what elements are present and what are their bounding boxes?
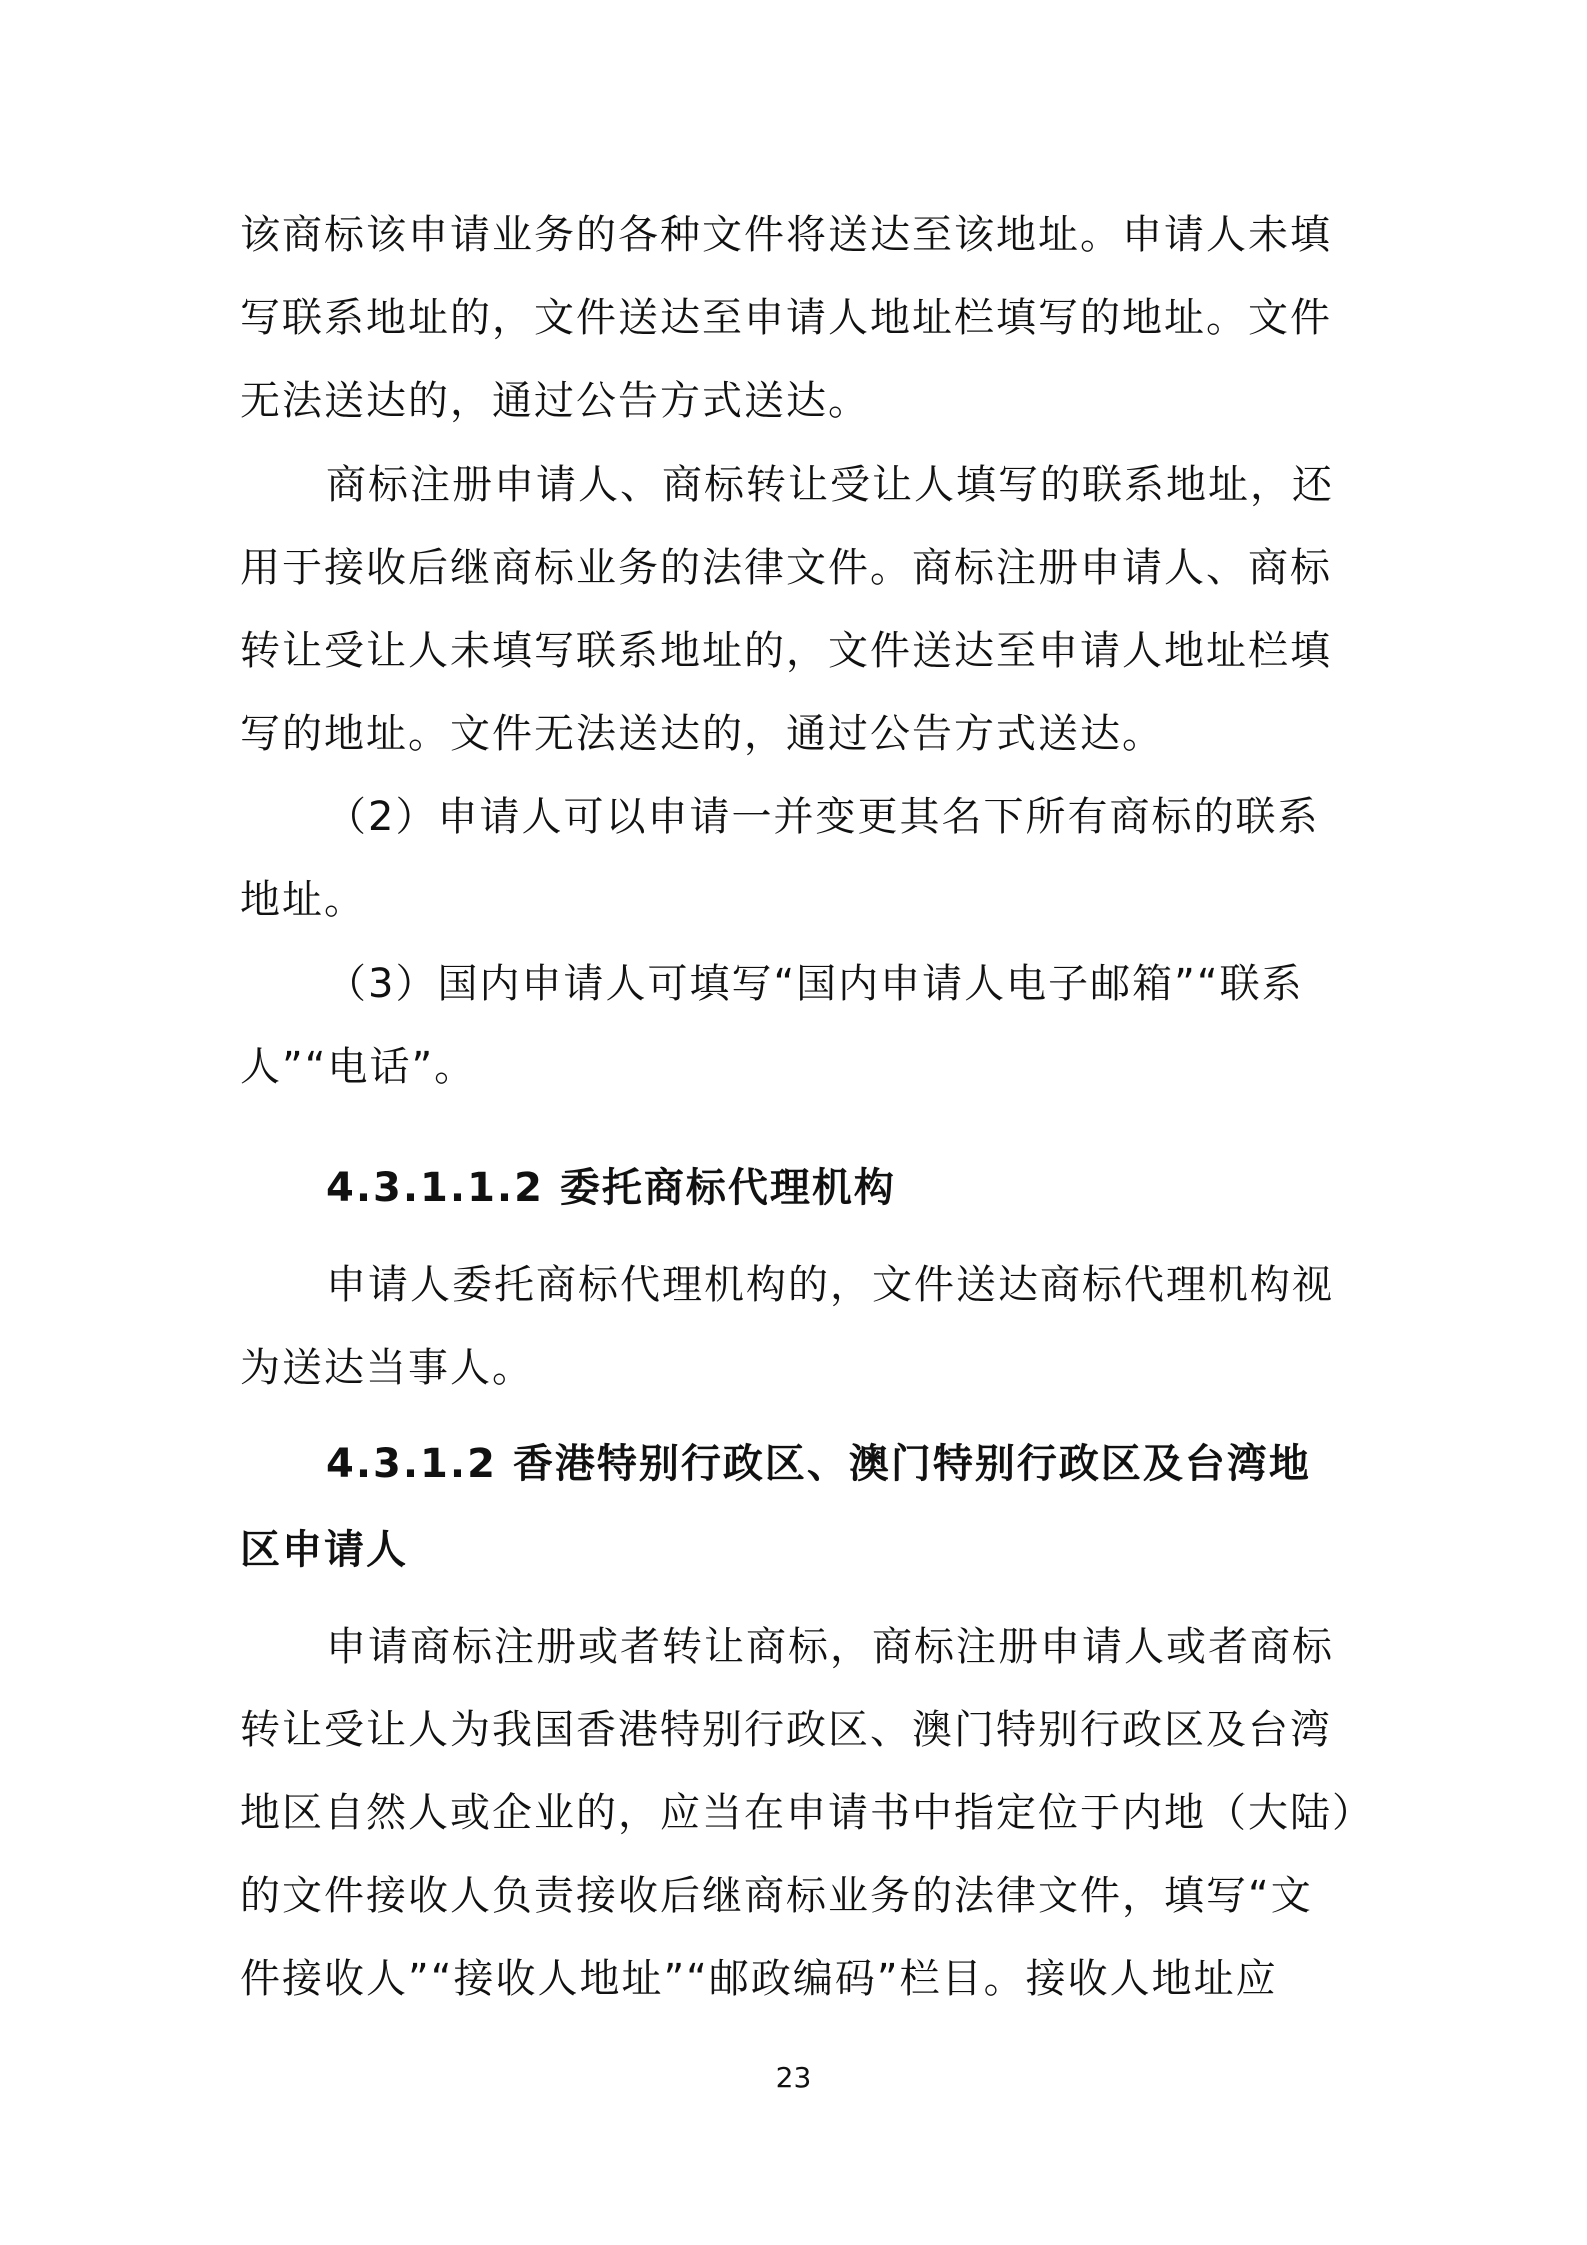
paragraph-line: 写联系地址的，文件送达至申请人地址栏填写的地址。文件	[240, 295, 1332, 341]
paragraph-line: 该商标该申请业务的各种文件将送达至该地址。申请人未填	[240, 212, 1332, 258]
paragraph-line: 的文件接收人负责接收后继商标业务的法律文件，填写“文	[240, 1873, 1313, 1919]
paragraph-line: 地址。	[240, 877, 366, 923]
paragraph-line: 申请商标注册或者转让商标，商标注册申请人或者商标	[326, 1624, 1334, 1670]
paragraph-line: 转让受让人未填写联系地址的，文件送达至申请人地址栏填	[240, 628, 1332, 674]
paragraph-line: 无法送达的，通过公告方式送达。	[240, 378, 870, 424]
paragraph-line: （3）国内申请人可填写“国内申请人电子邮箱”“联系	[326, 961, 1304, 1007]
paragraph-line: 商标注册申请人、商标转让受让人填写的联系地址，还	[326, 462, 1334, 508]
paragraph-line: （2）申请人可以申请一并变更其名下所有商标的联系	[326, 794, 1320, 840]
section-heading: 4.3.1.1.2 委托商标代理机构	[326, 1165, 896, 1211]
paragraph-line: 件接收人”“接收人地址”“邮政编码”栏目。接收人地址应	[240, 1956, 1278, 2002]
paragraph-line: 人”“电话”。	[240, 1044, 477, 1090]
page-number: 23	[775, 2061, 812, 2094]
paragraph-line: 申请人委托商标代理机构的，文件送达商标代理机构视	[326, 1262, 1334, 1308]
section-heading: 区申请人	[240, 1527, 408, 1573]
paragraph-line: 地区自然人或企业的，应当在申请书中指定位于内地（大陆）	[240, 1790, 1374, 1836]
paragraph-line: 转让受让人为我国香港特别行政区、澳门特别行政区及台湾	[240, 1707, 1332, 1753]
paragraph-line: 用于接收后继商标业务的法律文件。商标注册申请人、商标	[240, 545, 1332, 591]
paragraph-line: 写的地址。文件无法送达的，通过公告方式送达。	[240, 711, 1164, 757]
section-heading: 4.3.1.2 香港特别行政区、澳门特别行政区及台湾地	[326, 1441, 1311, 1487]
paragraph-line: 为送达当事人。	[240, 1345, 534, 1391]
